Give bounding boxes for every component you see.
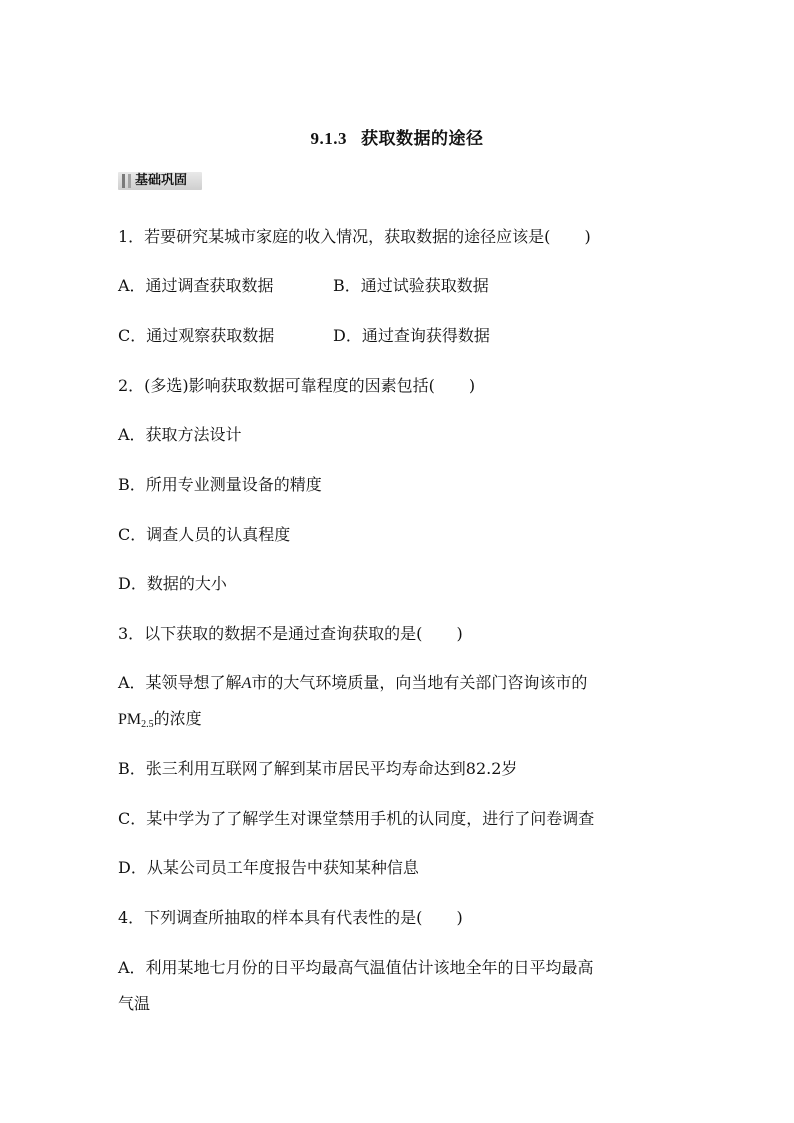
question-3-option-a-continued: $PM_{2.5}$的浓度 <box>118 709 202 730</box>
tag-bar-icon <box>122 174 125 188</box>
question-4-stem: 4．下列调查所抽取的样本具有代表性的是( ) <box>118 908 463 927</box>
question-1-option-d: D．通过查询获得数据 <box>333 326 490 345</box>
section-tag-label: 基础巩固 <box>135 173 188 188</box>
question-1-stem: 1．若要研究某城市家庭的收入情况，获取数据的途径应该是( ) <box>118 227 591 246</box>
variable-a: A <box>241 675 252 692</box>
question-2-option-d: D．数据的大小 <box>118 574 227 593</box>
tag-bar-icon <box>128 174 131 188</box>
section-tag <box>118 172 202 190</box>
title-text: 获取数据的途径 <box>361 129 484 149</box>
question-2-stem: 2．(多选)影响获取数据可靠程度的因素包括( ) <box>118 376 476 395</box>
question-4-option-a: A．利用某地七月份的日平均最高气温值估计该地全年的日平均最高 <box>118 958 594 977</box>
question-3-option-c: C．某中学为了了解学生对课堂禁用手机的认同度，进行了问卷调查 <box>118 809 595 828</box>
question-2-option-b: B．所用专业测量设备的精度 <box>118 475 322 494</box>
question-1-option-b: B．通过试验获取数据 <box>333 276 489 295</box>
question-1-option-a: A．通过调查获取数据 <box>118 276 274 295</box>
question-1-option-c: C．通过观察获取数据 <box>118 326 275 345</box>
question-2-option-a: A．获取方法设计 <box>118 425 242 444</box>
question-3-stem: 3．以下获取的数据不是通过查询获取的是( ) <box>118 624 463 643</box>
question-2-option-c: C．调查人员的认真程度 <box>118 525 291 544</box>
question-3-option-b: B．张三利用互联网了解到某市居民平均寿命达到82.2岁 <box>118 759 518 778</box>
question-3-option-d: D．从某公司员工年度报告中获知某种信息 <box>118 858 419 877</box>
question-4-option-a-continued: 气温 <box>118 994 151 1013</box>
section-number: 9.1.3 <box>310 129 347 148</box>
question-3-option-a: A．某领导想了解A市的大气环境质量，向当地有关部门咨询该市的 <box>118 673 588 692</box>
page-title <box>0 124 794 149</box>
